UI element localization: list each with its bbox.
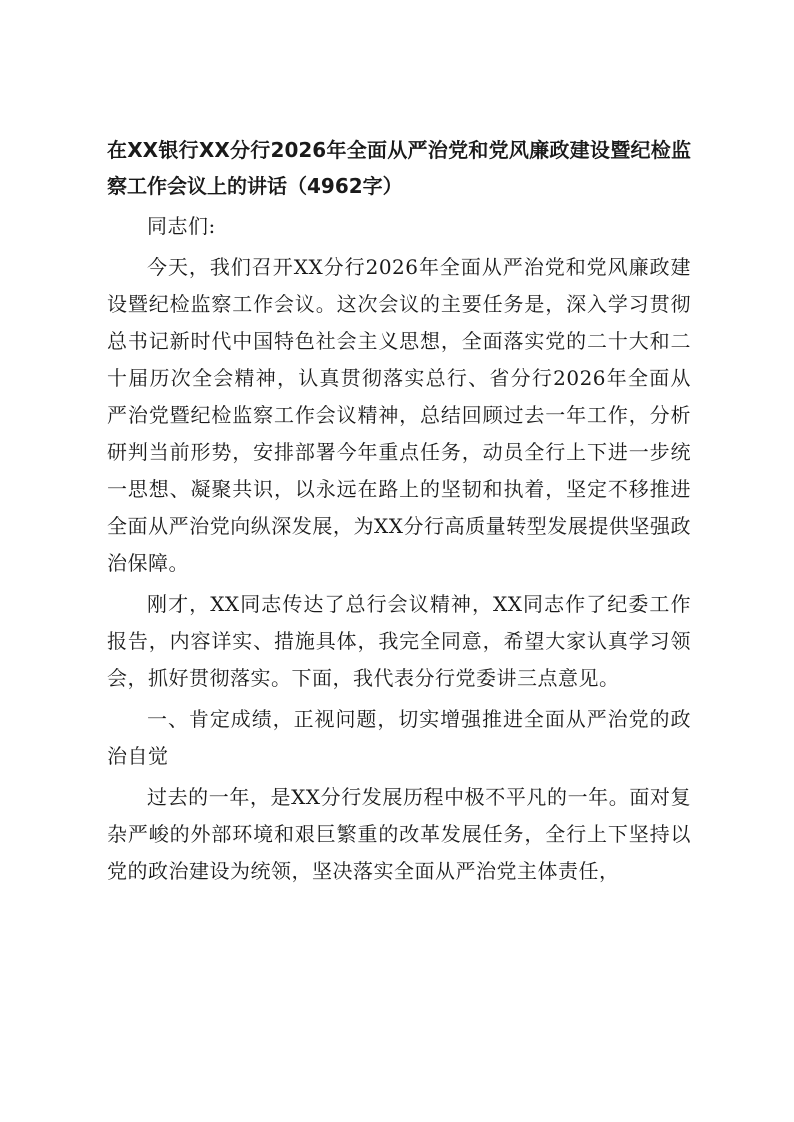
document-body bbox=[107, 132, 691, 890]
paragraph-opening: 今天，我们召开XX分行2026年全面从严治党和党风廉政建设暨纪检监察工作会议。这次会议的主要任务是，深入学习贯彻总书记新时代中国特色社会主义思想，全面落实党的二十大和二十届历次全会精神，认真贯彻落实总行、省分行2026年全面从严治党暨纪检监察工作会议精神，总结回顾过去一年工作，分析研判当前形势，安排部署今年重点任务，动员全行上下进一步统一思想、凝聚共识，以永远在路上的坚韧和执着，坚定不移推进全面从严治党向纵深发展，为XX分行高质量转型发展提供坚强政治保障。 bbox=[107, 255, 691, 575]
section-heading-1: 一、肯定成绩，正视问题，切实增强推进全面从严治党的政治自觉 bbox=[107, 707, 691, 768]
greeting: 同志们: bbox=[147, 214, 216, 238]
document-title: 在XX银行XX分行2026年全面从严治党和党风廉政建设暨纪检监察工作会议上的讲话（4962字） bbox=[107, 138, 691, 198]
paragraph-remarks: 刚才，XX同志传达了总行会议精神，XX同志作了纪委工作报告，内容详实、措施具体，我完全同意，希望大家认真学习领会，抓好贯彻落实。下面，我代表分行党委讲三点意见。 bbox=[107, 592, 691, 690]
paragraph-section-1: 过去的一年，是XX分行发展历程中极不平凡的一年。面对复杂严峻的外部环境和艰巨繁重的改革发展任务，全行上下坚持以党的政治建设为统领，坚决落实全面从严治党主体责任， bbox=[107, 785, 691, 883]
